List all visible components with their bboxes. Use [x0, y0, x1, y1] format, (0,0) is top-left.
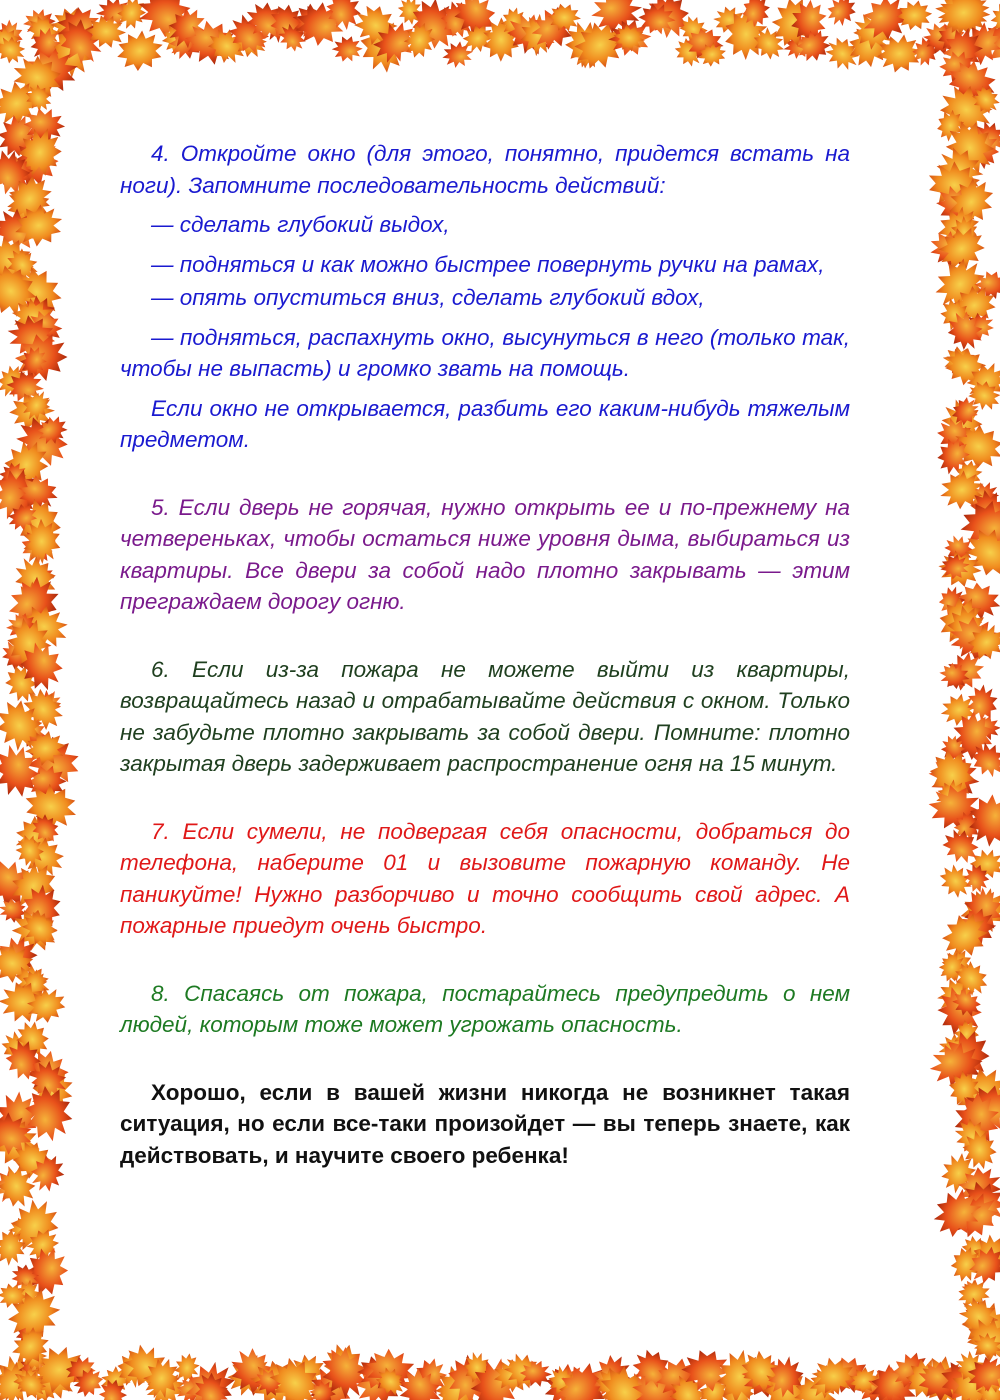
leaf-shape	[331, 36, 363, 62]
section-4-note: Если окно не открывается, разбить его каким-нибудь тяжелым предметом.	[120, 395, 850, 452]
section-8: 8. Спасаясь от пожара, постарайтесь предупредить о нем людей, которым тоже может угрожать опасность.	[120, 980, 850, 1037]
section-4-step-2: — подняться и как можно быстрее повернуть ручки на рамах,	[151, 251, 825, 277]
document-body	[120, 138, 850, 1171]
section-4-step-1: — сделать глубокий выдох,	[151, 212, 450, 237]
section-4	[120, 138, 850, 456]
section-4-step-4: — подняться, распахнуть окно, высунуться в него (только так, чтобы не выпасть) и громко звать на помощь.	[120, 324, 850, 381]
section-5: 5. Если дверь не горячая, нужно открыть ее и по-прежнему на четвереньках, чтобы остаться ниже уровня дыма, выбираться из квартиры. Все двери за собой надо плотно закрывать — этим преграждаем дорогу огню.	[120, 494, 850, 614]
leaf-shape	[822, 0, 861, 31]
section-4-intro: 4. Откройте окно (для этого, понятно, придется встать на ноги). Запомните последовательность действий:	[120, 141, 850, 198]
section-4-step-3: — опять опуститься вниз, сделать глубокий вдох,	[151, 285, 705, 310]
section-6: 6. Если из-за пожара не можете выйти из квартиры, возвращайтесь назад и отрабатывайте действия с окном. Только не забудьте плотно закрывать за собой двери. Помните: плотно закрытая дверь задерживает распространение огня на 15 минут.	[120, 656, 850, 776]
leaf-shape	[895, 0, 933, 31]
closing-paragraph: Хорошо, если в вашей жизни никогда не возникнет такая ситуация, но если все-таки произойдет — вы теперь знаете, как действовать, и научите своего ребенка!	[120, 1079, 850, 1168]
section-7: 7. Если сумели, не подвергая себя опасности, добраться до телефона, наберите 01 и вызовите пожарную команду. Не паникуйте! Нужно разборчиво и точно сообщить свой адрес. А пожарные приедут очень быстро.	[120, 818, 850, 938]
